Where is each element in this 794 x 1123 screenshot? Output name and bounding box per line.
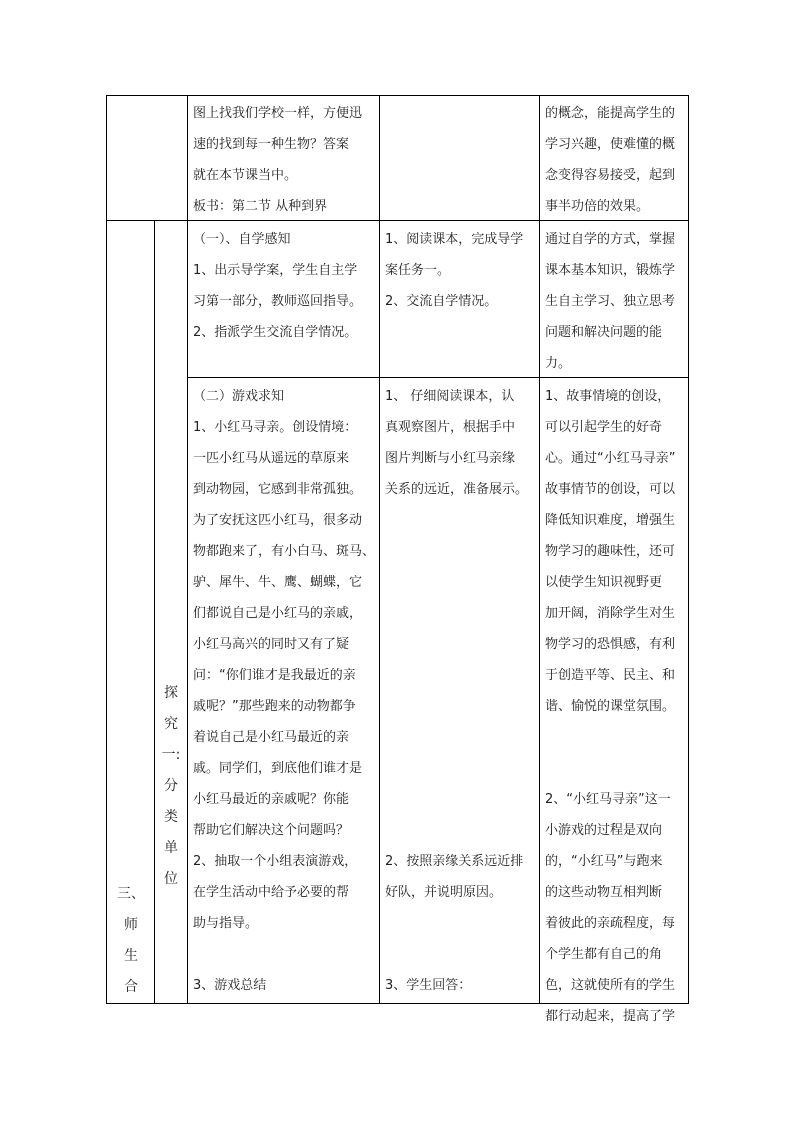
cell-text-line [385, 629, 528, 660]
cell-text-line: 助与指导。 [193, 916, 259, 931]
cell-text-line: （二）游戏求知 [193, 389, 285, 404]
section-label-char: 三、 [117, 886, 145, 902]
cell-text-line: 驴、犀牛、牛、鹰、蝴蝶，它 [193, 575, 363, 590]
cell-text-line: 2、指派学生交流自学情况。 [193, 325, 358, 340]
cell-text-line: 着说自己是小红马最近的亲 [193, 730, 350, 745]
cell-text-line [385, 908, 528, 939]
cell-text-line: 2、交流自学情况。 [385, 294, 498, 309]
cell-text-line: 的这些动物互相判断 [545, 885, 663, 900]
cell-text-line: 案任务一。 [385, 263, 451, 278]
cell-text-line: 就在本节课当中。 [193, 168, 298, 183]
cell-text-line [385, 939, 528, 970]
game-intent-cell [545, 381, 675, 1032]
table-border-top [106, 95, 689, 96]
sub-label-char: 探 [164, 685, 178, 701]
cell-text-line: 课本基本知识，锻炼学 [545, 263, 676, 278]
cell-text-line [385, 567, 528, 598]
cell-text-line: 2、按照亲缘关系远近排 [385, 854, 524, 869]
cell-text-line [193, 939, 375, 970]
sub-label-char: 位 [164, 871, 178, 887]
section-label [112, 879, 150, 1003]
cell-text-line: 为了安抚这匹小红马，很多动 [193, 513, 363, 528]
cell-text-line [545, 722, 675, 753]
cell-text-line: 降低知识难度，增强生 [545, 513, 676, 528]
cell-text-line [385, 815, 528, 846]
table-border-left [106, 95, 107, 1004]
sub-label-char: 类 [164, 809, 178, 825]
column-divider-sublabel [154, 220, 155, 1004]
column-divider-teacher [187, 95, 188, 1004]
cell-text-line: 戚。同学们，到底他们谁才是 [193, 761, 363, 776]
cell-text-line [385, 505, 528, 536]
sub-label-char: 分 [164, 778, 178, 794]
sub-section-label [160, 678, 182, 895]
section-label-char: 合 [124, 979, 138, 995]
cell-text-line [385, 753, 528, 784]
cell-text-line: 小游戏的过程是双向 [545, 823, 663, 838]
section-label-char: 生 [124, 948, 138, 964]
cell-text-line: 1、故事情境的创设， [545, 389, 671, 404]
cell-text-line: 3、游戏总结 [193, 978, 267, 993]
cell-text-line [385, 691, 528, 722]
cell-text-line: 可以引起学生的好奇 [545, 420, 663, 435]
column-divider-student [379, 95, 380, 1004]
cell-text-line: 物学习的趣味性，还可 [545, 544, 676, 559]
cell-text-line: 着彼此的亲疏程度，每 [545, 916, 676, 931]
cell-text-line [385, 598, 528, 629]
sub-label-char: 一: [161, 747, 181, 763]
table-border-right [688, 95, 689, 1004]
game-teacher-cell [193, 381, 375, 1001]
cell-text-line [385, 536, 528, 567]
cell-text-line: 谐、愉悦的课堂氛围。 [545, 699, 676, 714]
cell-text-line: 1、出示导学案，学生自主学 [193, 263, 358, 278]
cell-text-line: 板书：第二节 从种到界 [193, 199, 328, 214]
cell-text-line: 于创造平等、民主、和 [545, 668, 676, 683]
cell-text-line: 小红马高兴的同时又有了疑 [193, 637, 350, 652]
cell-text-line: 的，“小红马”与跑来 [545, 854, 663, 869]
cell-text-line: 真观察图片，根据手中 [385, 420, 516, 435]
cell-text-line: 心。通过“小红马寻亲” [545, 451, 676, 466]
cell-text-line: 力。 [545, 356, 572, 371]
cell-text-line: 事半功倍的效果。 [545, 199, 650, 214]
cell-text-line: 生自主学习、独立思考 [545, 294, 676, 309]
cell-text-line: 关系的远近，准备展示。 [385, 482, 529, 497]
cell-text-line: 1、阅读课本，完成导学 [385, 232, 524, 247]
cell-text-line [545, 753, 675, 784]
cell-text-line: 到动物园，它感到非常孤独。 [193, 482, 363, 497]
cell-text-line: 帮助它们解决这个问题吗？ [193, 823, 350, 838]
cell-text-line: 们都说自己是小红马的亲戚， [193, 606, 363, 621]
cell-text-line: 速的找到每一种生物？答案 [193, 137, 350, 152]
self-study-student-cell [385, 224, 523, 317]
cell-text-line: 图上找我们学校一样，方便迅 [193, 106, 363, 121]
cell-text-line: （一）、自学感知 [193, 232, 291, 247]
cell-text-line: 通过自学的方式，掌握 [545, 232, 676, 247]
cell-text-line: 好队，并说明原因。 [385, 885, 503, 900]
cell-text-line: 在学生活动中给予必要的帮 [193, 885, 350, 900]
cell-text-line: 色，这就使所有的学生 [545, 978, 676, 993]
cell-text-line: 故事情节的创设，可以 [545, 482, 676, 497]
section-label-char: 师 [124, 917, 138, 933]
cell-text-line: 3、学生回答： [385, 978, 472, 993]
sub-label-char: 究 [164, 716, 178, 732]
game-student-cell [385, 381, 528, 1001]
sub-label-char: 单 [164, 840, 178, 856]
cell-text-line: 习第一部分，教师巡回指导。 [193, 294, 363, 309]
cell-text-line: 图片判断与小红马亲缘 [385, 451, 516, 466]
top-row-teacher-cell [193, 98, 362, 222]
cell-text-line: 小红马最近的亲戚呢？你能 [193, 792, 350, 807]
cell-text-line: 一匹小红马从遥远的草原来 [193, 451, 350, 466]
cell-text-line: 加开阔，消除学生对生 [545, 606, 676, 621]
cell-text-line: 个学生都有自己的角 [545, 947, 663, 962]
cell-text-line: 1、小红马寻亲。创设情境： [193, 420, 358, 435]
column-divider-intent [539, 95, 540, 1004]
cell-text-line [385, 722, 528, 753]
top-row-intent-cell [545, 98, 675, 222]
cell-text-line: 以使学生知识视野更 [545, 575, 663, 590]
cell-text-line [385, 660, 528, 691]
cell-text-line: 物学习的恐惧感，有利 [545, 637, 676, 652]
cell-text-line: 物都跑来了，有小白马、斑马、 [193, 544, 376, 559]
cell-text-line: 问：“你们谁才是我最近的亲 [193, 668, 356, 683]
cell-text-line: 2、抽取一个小组表演游戏， [193, 854, 358, 869]
cell-text-line [385, 784, 528, 815]
cell-text-line: 1、 仔细阅读课本，认 [385, 389, 515, 404]
self-study-teacher-cell [193, 224, 362, 348]
cell-text-line: 的概念，能提高学生的 [545, 106, 676, 121]
self-study-intent-cell [545, 224, 675, 379]
cell-text-line: 戚呢？”那些跑来的动物都争 [193, 699, 356, 714]
cell-text-line: 念变得容易接受，起到 [545, 168, 676, 183]
cell-text-line: 2、“小红马寻亲”这一 [545, 792, 671, 807]
cell-text-line: 都行动起来，提高了学 [545, 1009, 676, 1024]
cell-text-line: 问题和解决问题的能 [545, 325, 663, 340]
cell-text-line: 学习兴趣，使难懂的概 [545, 137, 676, 152]
